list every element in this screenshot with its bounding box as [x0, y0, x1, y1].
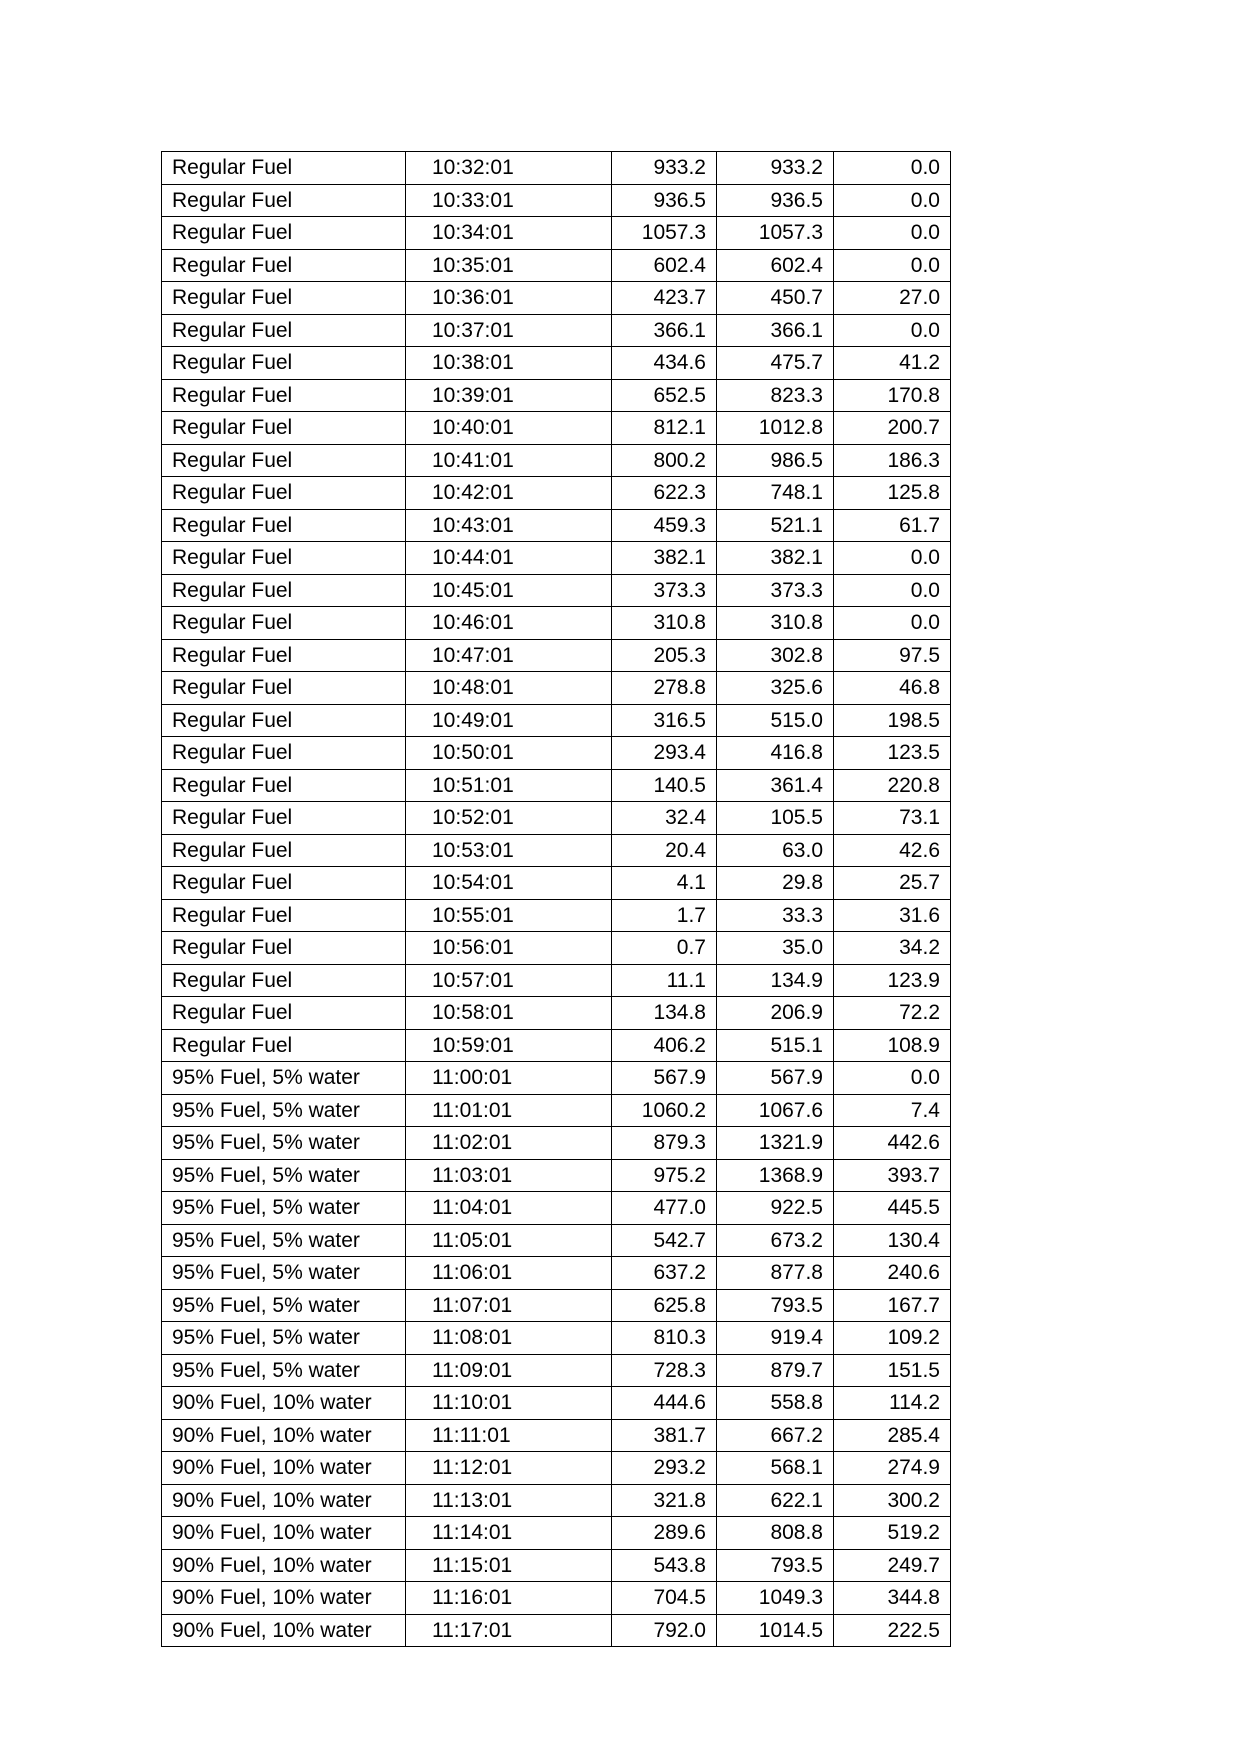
value-cell: 134.8 [612, 997, 717, 1030]
difference-cell: 300.2 [834, 1484, 951, 1517]
value-cell: 366.1 [612, 314, 717, 347]
value-cell: 986.5 [717, 444, 834, 477]
table-row [162, 997, 951, 1030]
value-cell: 423.7 [612, 282, 717, 315]
fuel-condition-cell: Regular Fuel [162, 249, 406, 282]
value-cell: 406.2 [612, 1029, 717, 1062]
fuel-condition-cell: 90% Fuel, 10% water [162, 1419, 406, 1452]
value-cell: 382.1 [717, 542, 834, 575]
value-cell: 543.8 [612, 1549, 717, 1582]
difference-cell: 34.2 [834, 932, 951, 965]
timestamp-cell: 10:32:01 [406, 152, 612, 185]
value-cell: 879.7 [717, 1354, 834, 1387]
difference-cell: 0.0 [834, 314, 951, 347]
fuel-condition-cell: Regular Fuel [162, 444, 406, 477]
difference-cell: 42.6 [834, 834, 951, 867]
table-row [162, 1614, 951, 1647]
value-cell: 310.8 [612, 607, 717, 640]
difference-cell: 41.2 [834, 347, 951, 380]
value-cell: 205.3 [612, 639, 717, 672]
table-row [162, 379, 951, 412]
fuel-condition-cell: Regular Fuel [162, 997, 406, 1030]
difference-cell: 72.2 [834, 997, 951, 1030]
difference-cell: 0.0 [834, 184, 951, 217]
table-row [162, 347, 951, 380]
fuel-condition-cell: 95% Fuel, 5% water [162, 1289, 406, 1322]
value-cell: 293.4 [612, 737, 717, 770]
value-cell: 1368.9 [717, 1159, 834, 1192]
value-cell: 567.9 [612, 1062, 717, 1095]
table-row [162, 1354, 951, 1387]
difference-cell: 123.9 [834, 964, 951, 997]
fuel-condition-cell: Regular Fuel [162, 347, 406, 380]
value-cell: 793.5 [717, 1549, 834, 1582]
timestamp-cell: 10:39:01 [406, 379, 612, 412]
timestamp-cell: 10:57:01 [406, 964, 612, 997]
timestamp-cell: 10:49:01 [406, 704, 612, 737]
difference-cell: 170.8 [834, 379, 951, 412]
fuel-condition-cell: 90% Fuel, 10% water [162, 1549, 406, 1582]
value-cell: 602.4 [717, 249, 834, 282]
fuel-condition-cell: Regular Fuel [162, 184, 406, 217]
timestamp-cell: 10:41:01 [406, 444, 612, 477]
timestamp-cell: 11:01:01 [406, 1094, 612, 1127]
table-row [162, 1289, 951, 1322]
difference-cell: 186.3 [834, 444, 951, 477]
fuel-condition-cell: 90% Fuel, 10% water [162, 1517, 406, 1550]
value-cell: 373.3 [612, 574, 717, 607]
timestamp-cell: 11:04:01 [406, 1192, 612, 1225]
difference-cell: 222.5 [834, 1614, 951, 1647]
value-cell: 20.4 [612, 834, 717, 867]
difference-cell: 393.7 [834, 1159, 951, 1192]
fuel-condition-cell: 95% Fuel, 5% water [162, 1224, 406, 1257]
fuel-condition-cell: 90% Fuel, 10% water [162, 1614, 406, 1647]
value-cell: 810.3 [612, 1322, 717, 1355]
fuel-condition-cell: Regular Fuel [162, 964, 406, 997]
difference-cell: 123.5 [834, 737, 951, 770]
value-cell: 673.2 [717, 1224, 834, 1257]
value-cell: 936.5 [717, 184, 834, 217]
fuel-condition-cell: Regular Fuel [162, 314, 406, 347]
value-cell: 567.9 [717, 1062, 834, 1095]
value-cell: 1012.8 [717, 412, 834, 445]
table-row [162, 834, 951, 867]
value-cell: 310.8 [717, 607, 834, 640]
value-cell: 728.3 [612, 1354, 717, 1387]
timestamp-cell: 11:05:01 [406, 1224, 612, 1257]
timestamp-cell: 10:56:01 [406, 932, 612, 965]
fuel-condition-cell: 95% Fuel, 5% water [162, 1159, 406, 1192]
timestamp-cell: 11:09:01 [406, 1354, 612, 1387]
timestamp-cell: 11:08:01 [406, 1322, 612, 1355]
difference-cell: 7.4 [834, 1094, 951, 1127]
timestamp-cell: 11:12:01 [406, 1452, 612, 1485]
table-row [162, 1419, 951, 1452]
value-cell: 1057.3 [612, 217, 717, 250]
table-row [162, 932, 951, 965]
value-cell: 105.5 [717, 802, 834, 835]
fuel-condition-cell: 95% Fuel, 5% water [162, 1322, 406, 1355]
timestamp-cell: 10:54:01 [406, 867, 612, 900]
value-cell: 625.8 [612, 1289, 717, 1322]
difference-cell: 97.5 [834, 639, 951, 672]
value-cell: 667.2 [717, 1419, 834, 1452]
value-cell: 366.1 [717, 314, 834, 347]
timestamp-cell: 10:35:01 [406, 249, 612, 282]
value-cell: 325.6 [717, 672, 834, 705]
fuel-condition-cell: 90% Fuel, 10% water [162, 1582, 406, 1615]
value-cell: 361.4 [717, 769, 834, 802]
fuel-condition-cell: 90% Fuel, 10% water [162, 1387, 406, 1420]
value-cell: 879.3 [612, 1127, 717, 1160]
fuel-condition-cell: Regular Fuel [162, 607, 406, 640]
value-cell: 812.1 [612, 412, 717, 445]
fuel-condition-cell: Regular Fuel [162, 704, 406, 737]
table-row [162, 1517, 951, 1550]
value-cell: 704.5 [612, 1582, 717, 1615]
table-row [162, 1029, 951, 1062]
timestamp-cell: 10:40:01 [406, 412, 612, 445]
timestamp-cell: 10:42:01 [406, 477, 612, 510]
value-cell: 1049.3 [717, 1582, 834, 1615]
value-cell: 459.3 [612, 509, 717, 542]
value-cell: 652.5 [612, 379, 717, 412]
fuel-condition-cell: 90% Fuel, 10% water [162, 1452, 406, 1485]
fuel-condition-cell: Regular Fuel [162, 574, 406, 607]
difference-cell: 0.0 [834, 542, 951, 575]
timestamp-cell: 10:55:01 [406, 899, 612, 932]
table-row [162, 282, 951, 315]
value-cell: 29.8 [717, 867, 834, 900]
fuel-condition-cell: Regular Fuel [162, 737, 406, 770]
table-row [162, 802, 951, 835]
data-table [161, 151, 951, 1647]
table-row [162, 444, 951, 477]
value-cell: 637.2 [612, 1257, 717, 1290]
timestamp-cell: 10:52:01 [406, 802, 612, 835]
timestamp-cell: 11:00:01 [406, 1062, 612, 1095]
timestamp-cell: 10:33:01 [406, 184, 612, 217]
value-cell: 32.4 [612, 802, 717, 835]
table-row [162, 1549, 951, 1582]
difference-cell: 109.2 [834, 1322, 951, 1355]
table-row [162, 607, 951, 640]
fuel-condition-cell: Regular Fuel [162, 379, 406, 412]
table-row [162, 1159, 951, 1192]
table-row [162, 1452, 951, 1485]
difference-cell: 27.0 [834, 282, 951, 315]
timestamp-cell: 11:16:01 [406, 1582, 612, 1615]
fuel-condition-cell: 95% Fuel, 5% water [162, 1127, 406, 1160]
difference-cell: 220.8 [834, 769, 951, 802]
table-row [162, 542, 951, 575]
timestamp-cell: 11:03:01 [406, 1159, 612, 1192]
timestamp-cell: 11:02:01 [406, 1127, 612, 1160]
table-row [162, 672, 951, 705]
timestamp-cell: 10:38:01 [406, 347, 612, 380]
value-cell: 922.5 [717, 1192, 834, 1225]
timestamp-cell: 11:13:01 [406, 1484, 612, 1517]
value-cell: 477.0 [612, 1192, 717, 1225]
difference-cell: 0.0 [834, 152, 951, 185]
value-cell: 558.8 [717, 1387, 834, 1420]
difference-cell: 0.0 [834, 1062, 951, 1095]
difference-cell: 285.4 [834, 1419, 951, 1452]
difference-cell: 125.8 [834, 477, 951, 510]
table-row [162, 249, 951, 282]
table-row [162, 1192, 951, 1225]
timestamp-cell: 11:10:01 [406, 1387, 612, 1420]
table-row [162, 1484, 951, 1517]
value-cell: 793.5 [717, 1289, 834, 1322]
value-cell: 877.8 [717, 1257, 834, 1290]
timestamp-cell: 10:47:01 [406, 639, 612, 672]
difference-cell: 519.2 [834, 1517, 951, 1550]
difference-cell: 0.0 [834, 574, 951, 607]
timestamp-cell: 11:06:01 [406, 1257, 612, 1290]
table-row [162, 1582, 951, 1615]
fuel-condition-cell: Regular Fuel [162, 834, 406, 867]
value-cell: 35.0 [717, 932, 834, 965]
fuel-condition-cell: Regular Fuel [162, 509, 406, 542]
fuel-condition-cell: 95% Fuel, 5% water [162, 1094, 406, 1127]
fuel-condition-cell: Regular Fuel [162, 1029, 406, 1062]
value-cell: 206.9 [717, 997, 834, 1030]
timestamp-cell: 10:37:01 [406, 314, 612, 347]
timestamp-cell: 10:48:01 [406, 672, 612, 705]
fuel-condition-cell: Regular Fuel [162, 672, 406, 705]
value-cell: 542.7 [612, 1224, 717, 1257]
value-cell: 823.3 [717, 379, 834, 412]
fuel-condition-cell: Regular Fuel [162, 769, 406, 802]
value-cell: 450.7 [717, 282, 834, 315]
fuel-condition-cell: Regular Fuel [162, 412, 406, 445]
value-cell: 302.8 [717, 639, 834, 672]
difference-cell: 274.9 [834, 1452, 951, 1485]
value-cell: 381.7 [612, 1419, 717, 1452]
fuel-condition-cell: Regular Fuel [162, 282, 406, 315]
value-cell: 1060.2 [612, 1094, 717, 1127]
value-cell: 416.8 [717, 737, 834, 770]
fuel-condition-cell: 95% Fuel, 5% water [162, 1354, 406, 1387]
table-row [162, 639, 951, 672]
value-cell: 134.9 [717, 964, 834, 997]
table-row [162, 964, 951, 997]
value-cell: 475.7 [717, 347, 834, 380]
value-cell: 515.1 [717, 1029, 834, 1062]
timestamp-cell: 11:07:01 [406, 1289, 612, 1322]
timestamp-cell: 11:14:01 [406, 1517, 612, 1550]
fuel-condition-cell: Regular Fuel [162, 867, 406, 900]
timestamp-cell: 10:51:01 [406, 769, 612, 802]
fuel-condition-cell: Regular Fuel [162, 639, 406, 672]
difference-cell: 445.5 [834, 1192, 951, 1225]
timestamp-cell: 10:59:01 [406, 1029, 612, 1062]
difference-cell: 114.2 [834, 1387, 951, 1420]
fuel-condition-cell: Regular Fuel [162, 542, 406, 575]
difference-cell: 240.6 [834, 1257, 951, 1290]
value-cell: 521.1 [717, 509, 834, 542]
value-cell: 382.1 [612, 542, 717, 575]
difference-cell: 0.0 [834, 607, 951, 640]
fuel-condition-cell: 95% Fuel, 5% water [162, 1192, 406, 1225]
timestamp-cell: 10:58:01 [406, 997, 612, 1030]
fuel-condition-cell: 90% Fuel, 10% water [162, 1484, 406, 1517]
table-row [162, 737, 951, 770]
value-cell: 1.7 [612, 899, 717, 932]
value-cell: 1057.3 [717, 217, 834, 250]
value-cell: 933.2 [717, 152, 834, 185]
difference-cell: 200.7 [834, 412, 951, 445]
table-row [162, 1062, 951, 1095]
table-row [162, 1127, 951, 1160]
value-cell: 748.1 [717, 477, 834, 510]
value-cell: 316.5 [612, 704, 717, 737]
difference-cell: 31.6 [834, 899, 951, 932]
value-cell: 373.3 [717, 574, 834, 607]
value-cell: 0.7 [612, 932, 717, 965]
fuel-condition-cell: Regular Fuel [162, 152, 406, 185]
difference-cell: 46.8 [834, 672, 951, 705]
value-cell: 975.2 [612, 1159, 717, 1192]
value-cell: 602.4 [612, 249, 717, 282]
table-row [162, 704, 951, 737]
table-row [162, 899, 951, 932]
value-cell: 444.6 [612, 1387, 717, 1420]
value-cell: 1014.5 [717, 1614, 834, 1647]
table-row [162, 477, 951, 510]
fuel-condition-cell: 95% Fuel, 5% water [162, 1062, 406, 1095]
value-cell: 792.0 [612, 1614, 717, 1647]
value-cell: 434.6 [612, 347, 717, 380]
table-row [162, 217, 951, 250]
difference-cell: 344.8 [834, 1582, 951, 1615]
timestamp-cell: 11:11:01 [406, 1419, 612, 1452]
table-row [162, 152, 951, 185]
fuel-condition-cell: Regular Fuel [162, 477, 406, 510]
table-row [162, 574, 951, 607]
table-body [162, 152, 951, 1647]
value-cell: 33.3 [717, 899, 834, 932]
value-cell: 568.1 [717, 1452, 834, 1485]
value-cell: 289.6 [612, 1517, 717, 1550]
timestamp-cell: 11:17:01 [406, 1614, 612, 1647]
difference-cell: 167.7 [834, 1289, 951, 1322]
table-row [162, 184, 951, 217]
table-row [162, 1224, 951, 1257]
table-row [162, 412, 951, 445]
difference-cell: 0.0 [834, 249, 951, 282]
value-cell: 515.0 [717, 704, 834, 737]
value-cell: 1067.6 [717, 1094, 834, 1127]
timestamp-cell: 10:44:01 [406, 542, 612, 575]
value-cell: 4.1 [612, 867, 717, 900]
difference-cell: 61.7 [834, 509, 951, 542]
timestamp-cell: 10:36:01 [406, 282, 612, 315]
value-cell: 293.2 [612, 1452, 717, 1485]
fuel-condition-cell: Regular Fuel [162, 802, 406, 835]
timestamp-cell: 10:43:01 [406, 509, 612, 542]
table-row [162, 1322, 951, 1355]
difference-cell: 108.9 [834, 1029, 951, 1062]
value-cell: 919.4 [717, 1322, 834, 1355]
table-row [162, 1257, 951, 1290]
difference-cell: 249.7 [834, 1549, 951, 1582]
timestamp-cell: 10:53:01 [406, 834, 612, 867]
fuel-condition-cell: Regular Fuel [162, 899, 406, 932]
difference-cell: 73.1 [834, 802, 951, 835]
value-cell: 622.3 [612, 477, 717, 510]
fuel-condition-cell: Regular Fuel [162, 932, 406, 965]
value-cell: 936.5 [612, 184, 717, 217]
value-cell: 800.2 [612, 444, 717, 477]
difference-cell: 130.4 [834, 1224, 951, 1257]
difference-cell: 0.0 [834, 217, 951, 250]
value-cell: 808.8 [717, 1517, 834, 1550]
value-cell: 63.0 [717, 834, 834, 867]
table-row [162, 867, 951, 900]
fuel-condition-cell: 95% Fuel, 5% water [162, 1257, 406, 1290]
value-cell: 622.1 [717, 1484, 834, 1517]
difference-cell: 198.5 [834, 704, 951, 737]
value-cell: 321.8 [612, 1484, 717, 1517]
timestamp-cell: 11:15:01 [406, 1549, 612, 1582]
timestamp-cell: 10:50:01 [406, 737, 612, 770]
value-cell: 11.1 [612, 964, 717, 997]
difference-cell: 151.5 [834, 1354, 951, 1387]
timestamp-cell: 10:45:01 [406, 574, 612, 607]
value-cell: 1321.9 [717, 1127, 834, 1160]
table-row [162, 769, 951, 802]
difference-cell: 25.7 [834, 867, 951, 900]
difference-cell: 442.6 [834, 1127, 951, 1160]
timestamp-cell: 10:46:01 [406, 607, 612, 640]
fuel-condition-cell: Regular Fuel [162, 217, 406, 250]
timestamp-cell: 10:34:01 [406, 217, 612, 250]
value-cell: 278.8 [612, 672, 717, 705]
table-row [162, 509, 951, 542]
table-row [162, 1387, 951, 1420]
value-cell: 140.5 [612, 769, 717, 802]
table-row [162, 1094, 951, 1127]
table-row [162, 314, 951, 347]
value-cell: 933.2 [612, 152, 717, 185]
